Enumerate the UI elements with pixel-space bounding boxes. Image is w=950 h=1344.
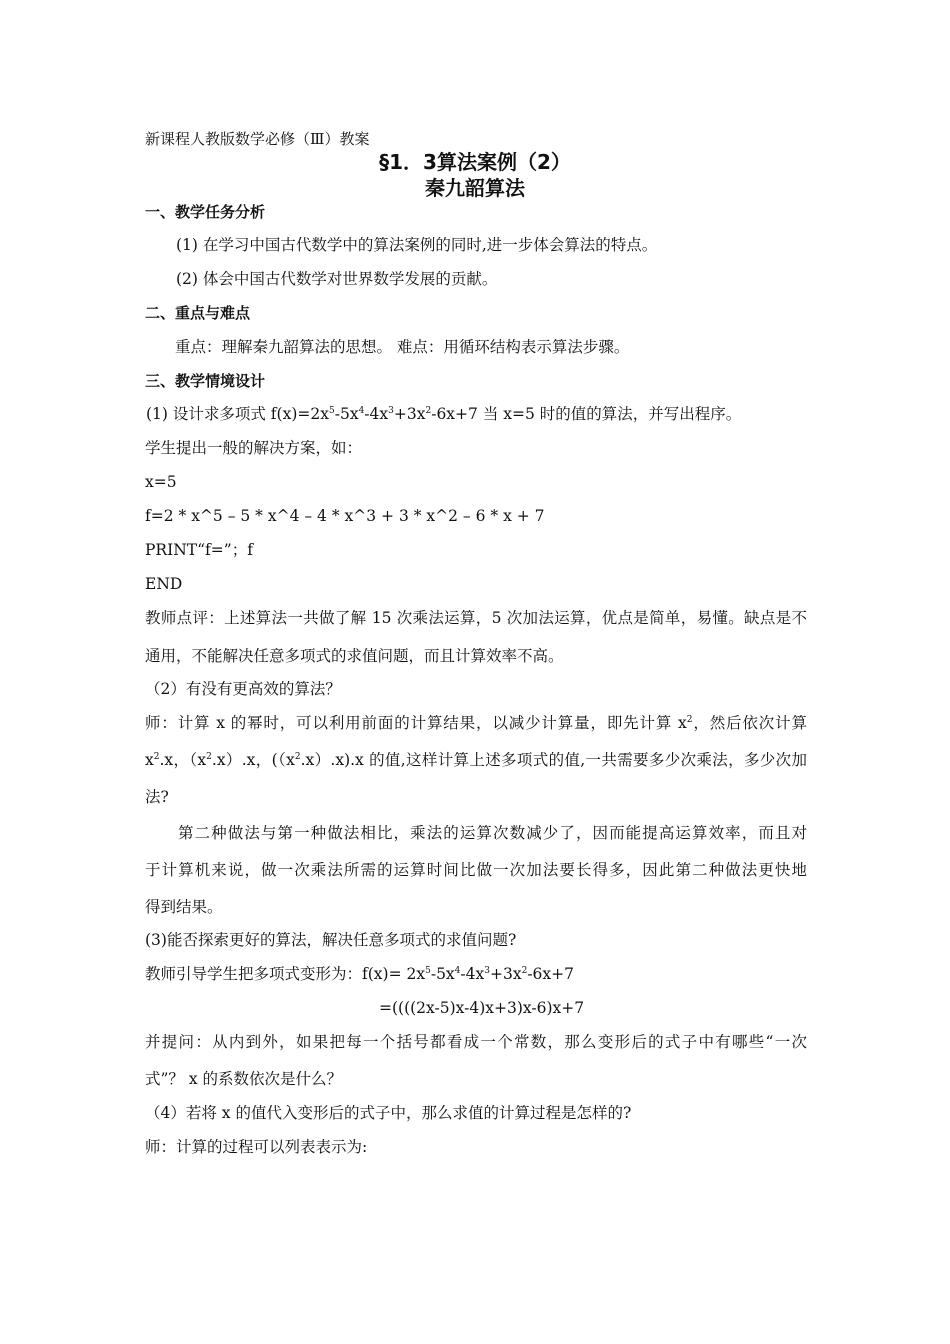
section-heading-3: 三、教学情境设计 [145,372,266,390]
student-proposal: 学生提出一般的解决方案，如： [145,439,363,457]
teacher-line-4: 师：计算的过程可以列表表示为: [145,1138,368,1156]
section-heading-1: 一、教学任务分析 [145,203,266,221]
section-1-item-1: (1) 在学习中国古代数学中的算法案例的同时,进一步体会算法的特点。 [176,236,658,254]
question-1: (1) 设计求多项式 $f(x)=2x^5-5x^4-4x^3+3x^2-6x+7$ 当 x=5 时的值的算法，并写出程序。 [146,405,742,423]
section-heading-2: 二、重点与难点 [145,304,251,322]
paragraph-line-1: 第二种做法与第一种做法相比，乘法的运算次数减少了，因而能提高运算效率，而且对 [178,824,807,842]
teacher-line-3: 法? [145,788,169,806]
section-2-text: 重点：理解秦九韶算法的思想。 难点：用循环结构表示算法步骤。 [175,338,630,356]
paragraph-line-3: 得到结果。 [145,898,223,916]
ask-line-1: 并提问：从内到外，如果把每一个括号都看成一个常数，那么变形后的式子中有哪些“一次 [145,1033,807,1051]
document-title: §1．3算法案例（2） [379,150,571,174]
question-2: （2）有没有更高效的算法？ [145,680,341,698]
transform-line-1: 教师引导学生把多项式变形为：$f(x)= 2x^5-5x^4-4x^3+3x^2-6x+7$ [145,965,575,983]
teacher-comment-line-2: 通用，不能解决任意多项式的求值问题，而且计算效率不高。 [145,647,564,665]
section-1-item-2: (2) 体会中国古代数学对世界数学发展的贡献。 [176,270,498,288]
question-3: (3)能否探索更好的算法，解决任意多项式的求值问题? [145,931,517,949]
paragraph-line-2: 于计算机来说，做一次乘法所需的运算时间比做一次加法要长得多，因此第二种做法更快地 [145,861,807,879]
document-header: 新课程人教版数学必修（Ⅲ）教案 [145,130,370,148]
teacher-line-1: 师：计算 x 的幂时，可以利用前面的计算结果，以减少计算量，即先计算 $x^2$，然后依次计算 [145,714,807,732]
code-line-1: x=5 [145,473,177,491]
ask-line-2: 式”？ x 的系数依次是什么？ [145,1070,343,1088]
code-line-4: END [145,575,183,593]
document-subtitle: 秦九韶算法 [425,176,525,200]
teacher-comment-line-1: 教师点评：上述算法一共做了解 15 次乘法运算，5 次加法运算，优点是简单，易懂。缺点是不 [145,609,807,627]
question-4: （4）若将 x 的值代入变形后的式子中，那么求值的计算过程是怎样的? [145,1104,632,1122]
code-line-2: f=2 * x^5 – 5 * x^4 – 4 * x^3 + 3 * x^2 – 6 * x + 7 [145,507,545,525]
teacher-line-2: $x^2.x$，$(x^2.x).x$，$((x^2.x).x).x$ 的值,这样计算上述多项式的值,一共需要多少次乘法，多少次加 [145,751,807,769]
transform-line-2: =((((2x-5)x-4)x+3)x-6)x+7 [379,999,585,1017]
code-line-3: PRINT“f=”；f [145,541,253,559]
